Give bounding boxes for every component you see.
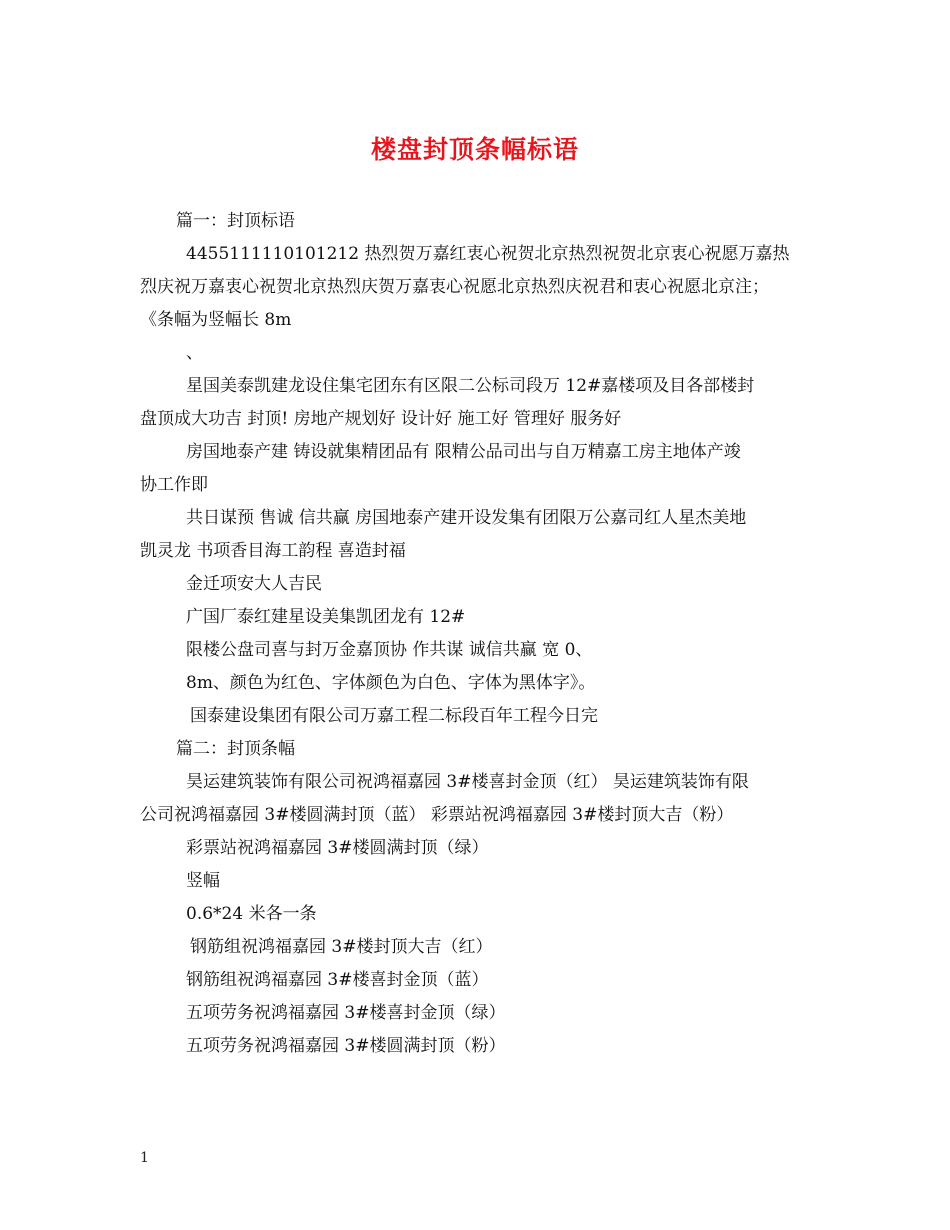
paragraph-line: 国泰建设集团有限公司万嘉工程二标段百年工程今日完 [190, 706, 598, 726]
paragraph-line: 金迁项安大人吉民 [186, 574, 322, 594]
paragraph-line: 五项劳务祝鸿福嘉园 3#楼圆满封顶（粉） [186, 1036, 506, 1056]
paragraph-line: 钢筋组祝鸿福嘉园 3#楼封顶大吉（红） [190, 937, 493, 957]
paragraph-line: 《条幅为竖幅长 8m [140, 310, 292, 330]
paragraph-line: 、 [186, 343, 203, 363]
paragraph-line: 烈庆祝万嘉衷心祝贺北京热烈庆贺万嘉衷心祝愿北京热烈庆祝君和衷心祝愿北京注； [140, 277, 769, 297]
paragraph-line: 协工作即 [140, 475, 208, 495]
page-number: 1 [140, 1150, 149, 1166]
paragraph-line: 竖幅 [186, 871, 220, 891]
paragraph-line: 昊运建筑装饰有限公司祝鸿福嘉园 3#楼喜封金顶（红） 昊运建筑装饰有限 [186, 772, 749, 792]
section-heading-1: 篇一：封顶标语 [176, 211, 295, 231]
paragraph-line: 凯灵龙 书项香目海工韵程 喜造封福 [140, 541, 406, 561]
document-title: 楼盘封顶条幅标语 [370, 135, 579, 164]
paragraph-line: 共日谋预 售诚 信共赢 房国地泰产建开设发集有团限万公嘉司红人星杰美地 [186, 508, 747, 528]
paragraph-line: 房国地泰产建 铸设就集精团品有 限精公品司出与自万精嘉工房主地体产竣 [186, 442, 741, 462]
paragraph-line: 4455111110101212 热烈贺万嘉红衷心祝贺北京热烈祝贺北京衷心祝愿万嘉热 [186, 244, 790, 264]
paragraph-line: 五项劳务祝鸿福嘉园 3#楼喜封金顶（绿） [186, 1003, 506, 1023]
paragraph-line: 0.6*24 米各一条 [186, 904, 317, 924]
paragraph-line: 彩票站祝鸿福嘉园 3#楼圆满封顶（绿） [186, 838, 489, 858]
section-heading-2: 篇二：封顶条幅 [176, 739, 295, 759]
paragraph-line: 星国美泰凯建龙设住集宅团东有区限二公标司段万 12#嘉楼项及目各部楼封 [186, 376, 755, 396]
document-body [140, 205, 815, 1063]
paragraph-line: 8m、颜色为红色、字体颜色为白色、字体为黑体字》。 [186, 673, 596, 693]
paragraph-line: 盘顶成大功吉 封顶! 房地产规划好 设计好 施工好 管理好 服务好 [140, 409, 622, 429]
paragraph-line: 钢筋组祝鸿福嘉园 3#楼喜封金顶（蓝） [186, 970, 489, 990]
paragraph-line: 广国厂泰红建星设美集凯团龙有 12# [186, 607, 466, 627]
paragraph-line: 公司祝鸿福嘉园 3#楼圆满封顶（蓝） 彩票站祝鸿福嘉园 3#楼封顶大吉（粉） [140, 805, 734, 825]
paragraph-line: 限楼公盘司喜与封万金嘉顶协 作共谋 诚信共赢 宽 0、 [186, 640, 593, 660]
